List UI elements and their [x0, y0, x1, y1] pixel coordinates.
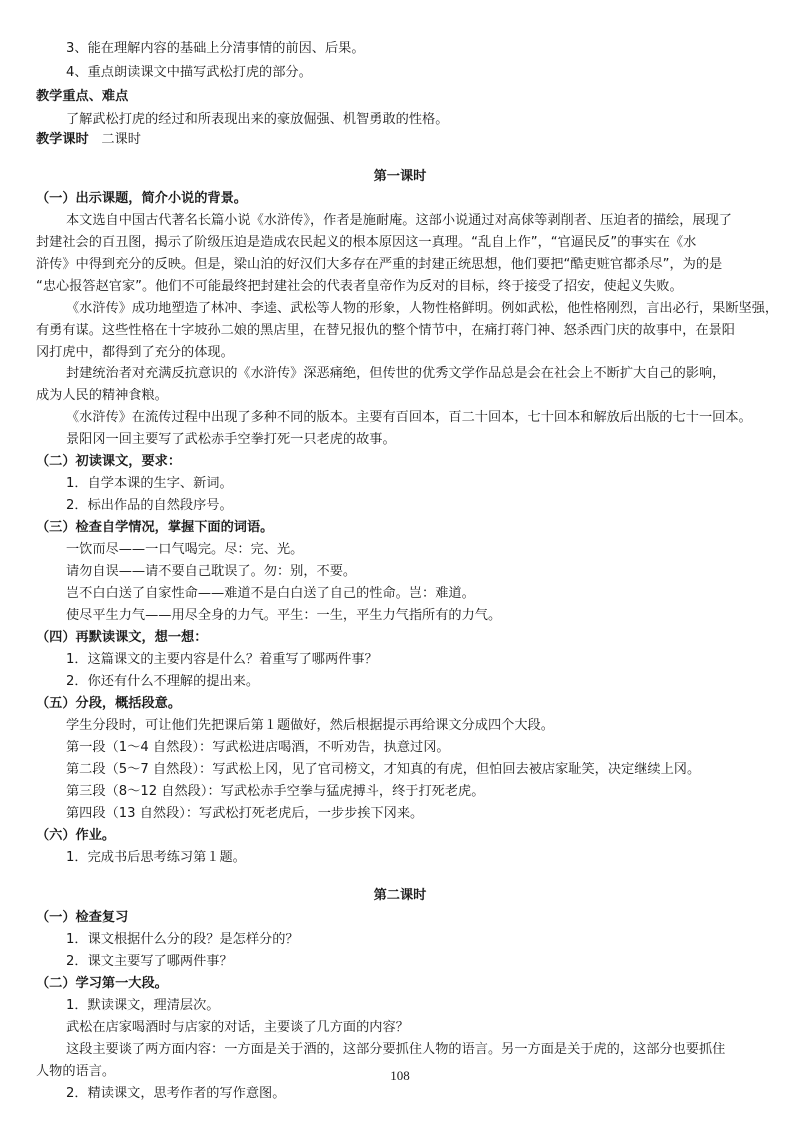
lesson1-s2-heading: （二）初读课文，要求： [36, 454, 182, 469]
segment-item: 第三段（8～12 自然段）：写武松赤手空拳与猛虎搏斗，终于打死老虎。 [66, 784, 485, 799]
list-item: 2．标出作品的自然段序号。 [66, 498, 233, 513]
background-p1-line1: 本文选自中国古代著名长篇小说《水浒传》，作者是施耐庵。这部小说通过对高俅等剥削者、压迫者的描绘，展现了 [66, 213, 732, 228]
question-line: 武松在店家喝酒时与店家的对话，主要谈了几方面的内容？ [66, 1020, 409, 1035]
objective-3: 3、能在理解内容的基础上分清事情的前因、后果。 [66, 41, 365, 56]
list-item: 1．完成书后思考练习第１题。 [66, 850, 246, 865]
lesson1-s4-heading: （四）再默读课文，想一想： [36, 630, 208, 645]
vocab-item: 请勿自误——请不要自己耽误了。勿：别，不要。 [66, 564, 357, 579]
class-hours [0, 129, 800, 150]
background-p2-line1: 《水浒传》成功地塑造了林冲、李逵、武松等人物的形象，人物性格鲜明。例如武松，他性格刚烈，言出必行，果断坚强， [66, 301, 779, 316]
background-p1-line2: 封建社会的百丑图，揭示了阶级压迫是造成农民起义的根本原因这一真理。“乱自上作”，“官逼民反”的事实在《水 [36, 235, 697, 250]
background-p5: 景阳冈一回主要写了武松赤手空拳打死一只老虎的故事。 [66, 432, 396, 447]
background-p2-line3: 冈打虎中，都得到了充分的体现。 [36, 345, 234, 360]
background-p1-line3: 浒传》中得到充分的反映。但是，梁山泊的好汉们大多存在严重的封建正统思想，他们要把“酷吏赃官都杀尽”，为的是 [36, 257, 723, 272]
key-points-text: 了解武松打虎的经过和所表现出来的豪放倔强、机智勇敢的性格。 [66, 112, 449, 127]
background-p4: 《水浒传》在流传过程中出现了多种不同的版本。主要有百回本，百二十回本，七十回本和解放后出版的七十一回本。 [66, 410, 752, 425]
list-item: 2．你还有什么不理解的提出来。 [66, 674, 260, 689]
segment-item: 第二段（5～7 自然段）：写武松上冈，见了官司榜文，才知真的有虎，但怕回去被店家耻笑，决定继续上冈。 [66, 762, 701, 777]
class-hours-label: 教学课时 [36, 132, 89, 147]
list-item: 1．默读课文，理清层次。 [66, 998, 220, 1013]
list-item: 1．课文根据什么分的段？是怎样分的？ [66, 932, 299, 947]
lesson1-s3-heading: （三）检查自学情况，掌握下面的词语。 [36, 520, 274, 535]
lesson1-s6-heading: （六）作业。 [36, 828, 116, 843]
lesson1-s1-heading: （一）出示课题，简介小说的背景。 [36, 191, 247, 206]
class-hours-value: 二课时 [101, 132, 141, 147]
lesson2-s2-heading: （二）学习第一大段。 [36, 976, 168, 991]
lesson2-s1-heading: （一）检查复习 [36, 910, 129, 925]
page-number: 108 [390, 1068, 410, 1083]
background-p1-line4: “忠心报答赵官家”。他们不可能最终把封建社会的代表者皇帝作为反对的目标，终于接受了招安，使起义失败。 [36, 279, 683, 294]
objective-4: 4、重点朗读课文中描写武松打虎的部分。 [66, 65, 312, 80]
list-item: 2．课文主要写了哪两件事？ [66, 954, 233, 969]
segment-item: 第四段（13 自然段）：写武松打死老虎后，一步步挨下冈来。 [66, 806, 424, 821]
key-points-heading: 教学重点、难点 [36, 89, 129, 104]
list-item: 1．这篇课文的主要内容是什么？着重写了哪两件事？ [66, 652, 378, 667]
lesson1-s5-heading: （五）分段，概括段意。 [36, 696, 182, 711]
lesson1-title: 第一课时 [373, 169, 427, 184]
background-p3-line1: 封建统治者对充满反抗意识的《水浒传》深恶痛绝，但传世的优秀文学作品总是会在社会上不断扩大自己的影响， [66, 366, 726, 381]
list-item: 2．精读课文，思考作者的写作意图。 [66, 1086, 286, 1101]
answer-line2: 人物的语言。 [36, 1064, 116, 1079]
background-p3-line2: 成为人民的精神食粮。 [36, 388, 168, 403]
vocab-item: 使尽平生力气——用尽全身的力气。平生：一生，平生力气指所有的力气。 [66, 608, 502, 623]
lesson2-title: 第二课时 [373, 888, 427, 903]
vocab-item: 岂不白白送了自家性命——难道不是白白送了自己的性命。岂：难道。 [66, 586, 475, 601]
segment-item: 第一段（1～4 自然段）：写武松进店喝酒，不听劝告，执意过冈。 [66, 740, 450, 755]
background-p2-line2: 有勇有谋。这些性格在十字坡孙二娘的黑店里，在替兄报仇的整个情节中，在痛打蒋门神、怒杀西门庆的故事中，在景阳 [36, 323, 735, 338]
list-item: 1．自学本课的生字、新词。 [66, 476, 233, 491]
answer-line1: 这段主要谈了两方面内容：一方面是关于酒的，这部分要抓住人物的语言。另一方面是关于虎的，这部分也要抓住 [66, 1042, 726, 1057]
vocab-item: 一饮而尽——一口气喝完。尽：完、光。 [66, 542, 304, 557]
list-item: 学生分段时，可让他们先把课后第１题做好，然后根据提示再给课文分成四个大段。 [66, 718, 554, 733]
